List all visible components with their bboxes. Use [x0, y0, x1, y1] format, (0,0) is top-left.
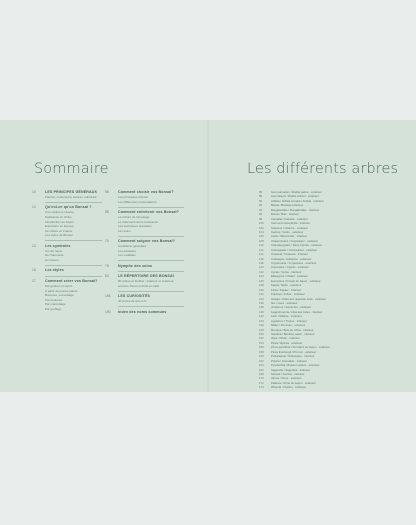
tree-name[interactable]: Serissa / Serissa · intérieur — [271, 371, 305, 376]
toc-entry[interactable] — [105, 190, 185, 204]
tree-name[interactable]: Cotoneaster / Cotonéaster · extérieur — [271, 247, 318, 252]
tree-name[interactable]: Cryptomeria / Cryptomère · extérieur — [271, 261, 317, 265]
tree-page-number: 96 — [259, 212, 263, 217]
toc-page-number: 10 — [32, 190, 36, 194]
toc-page-number: 17 — [32, 279, 36, 284]
toc-divider — [118, 236, 184, 237]
tree-name[interactable]: Euonymus / Fusain du Japon · extérieur — [271, 278, 321, 283]
toc-heading[interactable]: LES CURIOSITÉS — [118, 294, 151, 299]
tree-page-number: 130 — [259, 287, 264, 292]
toc-subentry[interactable]: Conditions générales — [118, 244, 147, 249]
page-title-arbres: Les différents arbres — [247, 161, 399, 177]
tree-page-number: 114 — [259, 252, 264, 257]
page-title-sommaire: Sommaire — [34, 161, 109, 177]
toc-subentry[interactable]: Le traitement de la croissance — [118, 219, 159, 224]
tree-name[interactable]: Pinus thunbergii / Pin noir · extérieur — [271, 349, 317, 354]
toc-subentry[interactable]: Expansion en Europe — [45, 224, 74, 229]
toc-subentry[interactable]: Boutures, marcottage — [45, 293, 74, 298]
toc-divider — [118, 306, 184, 307]
toc-column-2 — [105, 190, 185, 315]
tree-page-number: 172 — [259, 380, 264, 385]
tree-page-number: 140 — [259, 309, 264, 314]
tree-name[interactable]: Larix / Mélèze · extérieur — [271, 314, 302, 319]
tree-page-number: 118 — [259, 261, 264, 265]
toc-heading[interactable]: Les styles — [45, 268, 64, 273]
tree-page-number: 166 — [259, 367, 264, 372]
tree-page-number: 92 — [259, 203, 263, 208]
toc-page-number: 16 — [32, 268, 36, 273]
tree-name[interactable]: Crassula / Crassula · intérieur — [271, 252, 308, 257]
page-bottom-margin — [0, 392, 416, 525]
tree-page-number: 108 — [259, 238, 264, 243]
tree-page-number: 94 — [259, 207, 263, 212]
toc-page-number: 78 — [105, 263, 109, 268]
toc-entry[interactable] — [105, 239, 185, 258]
toc-divider — [45, 265, 102, 266]
tree-name[interactable]: Chamaecyparis / Faux-Cyprès · extérieur — [271, 243, 323, 248]
toc-page-number: 12 — [32, 205, 36, 210]
toc-entry[interactable] — [32, 205, 102, 238]
tree-name[interactable]: Malus / Pommier · extérieur — [271, 323, 306, 328]
tree-name[interactable]: Cedrus / Cèdre · extérieur — [271, 229, 304, 234]
toc-subentry[interactable]: Les principaux critères — [118, 195, 149, 199]
toc-subentry[interactable]: 40 sortes de arts à cc — [118, 299, 147, 304]
tree-page-number: 128 — [259, 283, 264, 288]
toc-heading[interactable]: Nymphe des soins — [118, 263, 153, 268]
tree-page-number: 104 — [259, 229, 264, 234]
tree-name[interactable]: Buxus / Buis · intérieur — [271, 212, 300, 217]
tree-name[interactable]: Camellia / Camélia · extérieur — [271, 216, 308, 221]
tree-page-number: 132 — [259, 292, 264, 297]
tree-name[interactable]: Pinus parviflora / Pin blanc du Japon · extérieur — [271, 345, 330, 350]
tree-name[interactable]: Ulmus / Orme · extérieur — [271, 376, 302, 381]
toc-entry[interactable] — [32, 190, 102, 200]
tree-page-number: 124 — [259, 274, 264, 279]
tree-page-number: 158 — [259, 349, 264, 354]
tree-page-number: 168 — [259, 371, 264, 376]
tree-page-number: 150 — [259, 332, 264, 336]
toc-heading[interactable]: Les symboles — [45, 243, 71, 248]
tree-page-number: 120 — [259, 265, 264, 270]
toc-subentry[interactable]: Par graines et semis — [45, 284, 73, 289]
toc-subentry[interactable]: Au ciel rayon — [45, 248, 63, 253]
tree-page-number: 146 — [259, 323, 264, 328]
tree-page-number: 156 — [259, 345, 264, 350]
tree-name[interactable]: Picea / Épicéa · extérieur — [271, 340, 303, 345]
toc-heading[interactable]: Index des noms communs — [118, 309, 167, 314]
toc-entry[interactable] — [32, 268, 102, 273]
toc-subentry[interactable]: Une sculpture vivante — [45, 210, 74, 215]
toc-subentry[interactable]: Par marcottage — [45, 302, 66, 307]
tree-page-number: 112 — [259, 247, 264, 252]
tree-page-number: 110 — [259, 243, 264, 248]
toc-page-number: 56 — [105, 190, 109, 194]
tree-page-number: 144 — [259, 318, 264, 323]
toc-page-number: 74 — [105, 239, 109, 244]
tree-name[interactable]: Acer palmatum / Érable palmé · extérieur — [271, 190, 322, 194]
toc-subentry[interactable]: Par greffage — [45, 307, 62, 312]
toc-subentry[interactable]: Introduction au Japon — [45, 219, 74, 224]
toc-subentry[interactable]: Au travers — [45, 257, 59, 262]
tree-name[interactable]: Nandina / Bambou sacré · intérieur — [271, 332, 315, 336]
toc-heading[interactable]: Qu'est-ce qu'un Bonsaï ? — [45, 205, 92, 210]
toc-divider — [118, 207, 184, 208]
toc-subentry[interactable]: Plantes, conteneurs, terreau, substrats — [45, 195, 97, 199]
page-top-margin — [0, 0, 416, 120]
tree-page-number: 152 — [259, 336, 264, 341]
tree-page-number: 134 — [259, 296, 264, 301]
tree-page-number: 148 — [259, 327, 264, 332]
toc-entry[interactable] — [32, 244, 102, 263]
tree-page-number: 142 — [259, 314, 264, 319]
toc-heading[interactable]: Comment entretenir vos Bonsaï? — [118, 209, 180, 214]
toc-heading[interactable]: Comment créer vos Bonsaï? — [45, 279, 98, 284]
tree-page-number: 162 — [259, 358, 264, 363]
tree-name[interactable]: Punica / Grenadier · intérieur — [271, 358, 307, 363]
toc-subentry[interactable]: Les styles de Bonsaï — [45, 233, 73, 238]
toc-entry[interactable] — [32, 279, 102, 312]
toc-subentry[interactable]: À partir de jeunes plants — [45, 288, 78, 293]
toc-subentry[interactable]: 80 arbres et feuillus : intérieur et extérieur, sucrées, fleurs et fruits en taille — [118, 279, 175, 289]
book-gutter — [206, 120, 210, 392]
tree-page-number: 126 — [259, 278, 264, 283]
toc-page-number: 58 — [105, 209, 109, 214]
toc-divider — [45, 240, 102, 241]
tree-name[interactable]: Cupressus / Cyprès · extérieur — [271, 265, 309, 270]
tree-name[interactable]: Podocarpus / Podocarpe · intérieur — [271, 354, 315, 359]
toc-subentry[interactable]: De l'harmonie — [45, 253, 64, 258]
toc-heading[interactable]: Comment soigner vos Bonsaï? — [118, 239, 175, 244]
tree-page-number: 138 — [259, 305, 264, 310]
tree-page-number: 102 — [259, 225, 264, 230]
toc-column-1 — [32, 190, 102, 312]
toc-subentry[interactable]: Les maladies — [118, 253, 136, 258]
tree-page-number: 86 — [259, 190, 263, 194]
toc-subentry[interactable]: Les soins — [118, 228, 131, 233]
toc-heading[interactable]: LES PRINCIPES GÉNÉRAUX — [45, 190, 98, 194]
toc-subentry[interactable]: Les techniques spéciales — [118, 224, 152, 229]
tree-page-number: 90 — [259, 198, 263, 203]
toc-subentry[interactable]: Par boutures — [45, 297, 63, 302]
toc-entry[interactable] — [105, 274, 185, 288]
tree-page-number: 174 — [259, 385, 264, 390]
tree-name[interactable]: Ligustrum / Troène · intérieur — [271, 318, 307, 323]
tree-name[interactable]: Cycas / Cycas · intérieur — [271, 269, 302, 274]
toc-subentry[interactable]: Naissance en Chine — [45, 214, 72, 219]
tree-name[interactable]: Juniperus / Genévrier · extérieur — [271, 305, 312, 310]
tree-name[interactable]: Wisteria / Glycine · extérieur — [271, 385, 307, 390]
tree-name[interactable]: Murraya / Buis de Chine · intérieur — [271, 327, 314, 332]
toc-entry[interactable] — [105, 264, 185, 269]
tree-page-number: 154 — [259, 340, 264, 345]
toc-subentry[interactable]: La culture de l'arrosage — [118, 214, 150, 219]
toc-divider — [118, 260, 184, 261]
tree-name[interactable]: Ginkgo / Arbre aux quarante écus · extérieur — [271, 296, 327, 301]
tree-name[interactable]: Fraxinus / Frêne · extérieur — [271, 292, 305, 297]
toc-subentry[interactable]: Se cultive en France — [45, 228, 73, 233]
toc-entry[interactable] — [105, 310, 185, 315]
tree-page-number: 98 — [259, 216, 263, 221]
toc-page-number: 166 — [105, 294, 111, 299]
toc-divider — [45, 276, 102, 277]
tree-name[interactable]: Celtis / Micocoulier · intérieur — [271, 234, 308, 239]
tree-name[interactable]: Elaeagnus / Chalef · extérieur — [271, 274, 309, 279]
toc-divider — [45, 202, 102, 203]
tree-page-number: 160 — [259, 354, 264, 359]
tree-page-number: 164 — [259, 363, 264, 368]
tree-name[interactable]: Betula / Bouleau extérieur — [271, 203, 304, 208]
tree-page-number: 100 — [259, 221, 264, 226]
toc-page-number: 190 — [105, 309, 111, 314]
tree-name[interactable]: Ficus / Figuier · intérieur — [271, 287, 302, 292]
toc-page-number: 84 — [105, 274, 109, 279]
tree-page-number: 122 — [259, 269, 264, 274]
toc-heading[interactable]: Comment choisir vos Bonsaï? — [118, 190, 174, 194]
toc-page-number: 13 — [32, 243, 36, 248]
tree-name[interactable]: Chaenomeles / Cognassier · extérieur — [271, 238, 319, 243]
tree-name[interactable]: Carpinus / Charme · extérieur — [271, 225, 308, 230]
tree-name[interactable]: Sageretia / Sagérétia · intérieur — [271, 367, 310, 372]
toc-subentry[interactable]: Les parasites — [118, 248, 136, 253]
toc-subentry[interactable]: Les différentes présentations — [118, 199, 157, 204]
tree-name[interactable]: Carmona microphylla · intérieur — [271, 221, 311, 226]
tree-page-number: 106 — [259, 234, 264, 239]
tree-name[interactable]: Ardisia / Ardisia crenata / Ardisia · intérieur — [271, 198, 324, 203]
tree-name[interactable]: Fagus / Hêtre · extérieur — [271, 283, 302, 288]
tree-name[interactable]: Pyracantha / Buisson ardent · extérieur — [271, 363, 320, 368]
toc-heading[interactable]: LE RÉPERTOIRE DES BONSAÏ — [118, 274, 174, 279]
tree-page-number: 170 — [259, 376, 264, 381]
tree-name[interactable]: Lagerstroemia / Lilas des Indes · intérieur — [271, 309, 323, 314]
tree-name[interactable]: Zelkova / Orme du Japon · extérieur — [271, 380, 316, 385]
tree-page-number: 116 — [259, 256, 264, 261]
tree-name[interactable]: Crataegus / Aubépine · extérieur — [271, 256, 312, 261]
tree-page-number: 88 — [259, 194, 263, 199]
toc-entry[interactable] — [105, 210, 185, 233]
tree-name[interactable]: Ilex / Houx · extérieur — [271, 300, 298, 305]
tree-name[interactable]: Acer wilsoni / Érable wilsoni · extérieur — [271, 194, 319, 199]
toc-entry[interactable] — [105, 294, 185, 304]
tree-list — [259, 190, 379, 390]
tree-page-number: 136 — [259, 300, 264, 305]
tree-row[interactable] — [259, 385, 379, 389]
tree-name[interactable]: Bougainvillée / Bougainvillée · intérieur — [271, 207, 320, 212]
tree-name[interactable]: Olea / Olivier · intérieur — [271, 336, 300, 341]
toc-divider — [118, 291, 184, 292]
toc-divider — [118, 271, 184, 272]
